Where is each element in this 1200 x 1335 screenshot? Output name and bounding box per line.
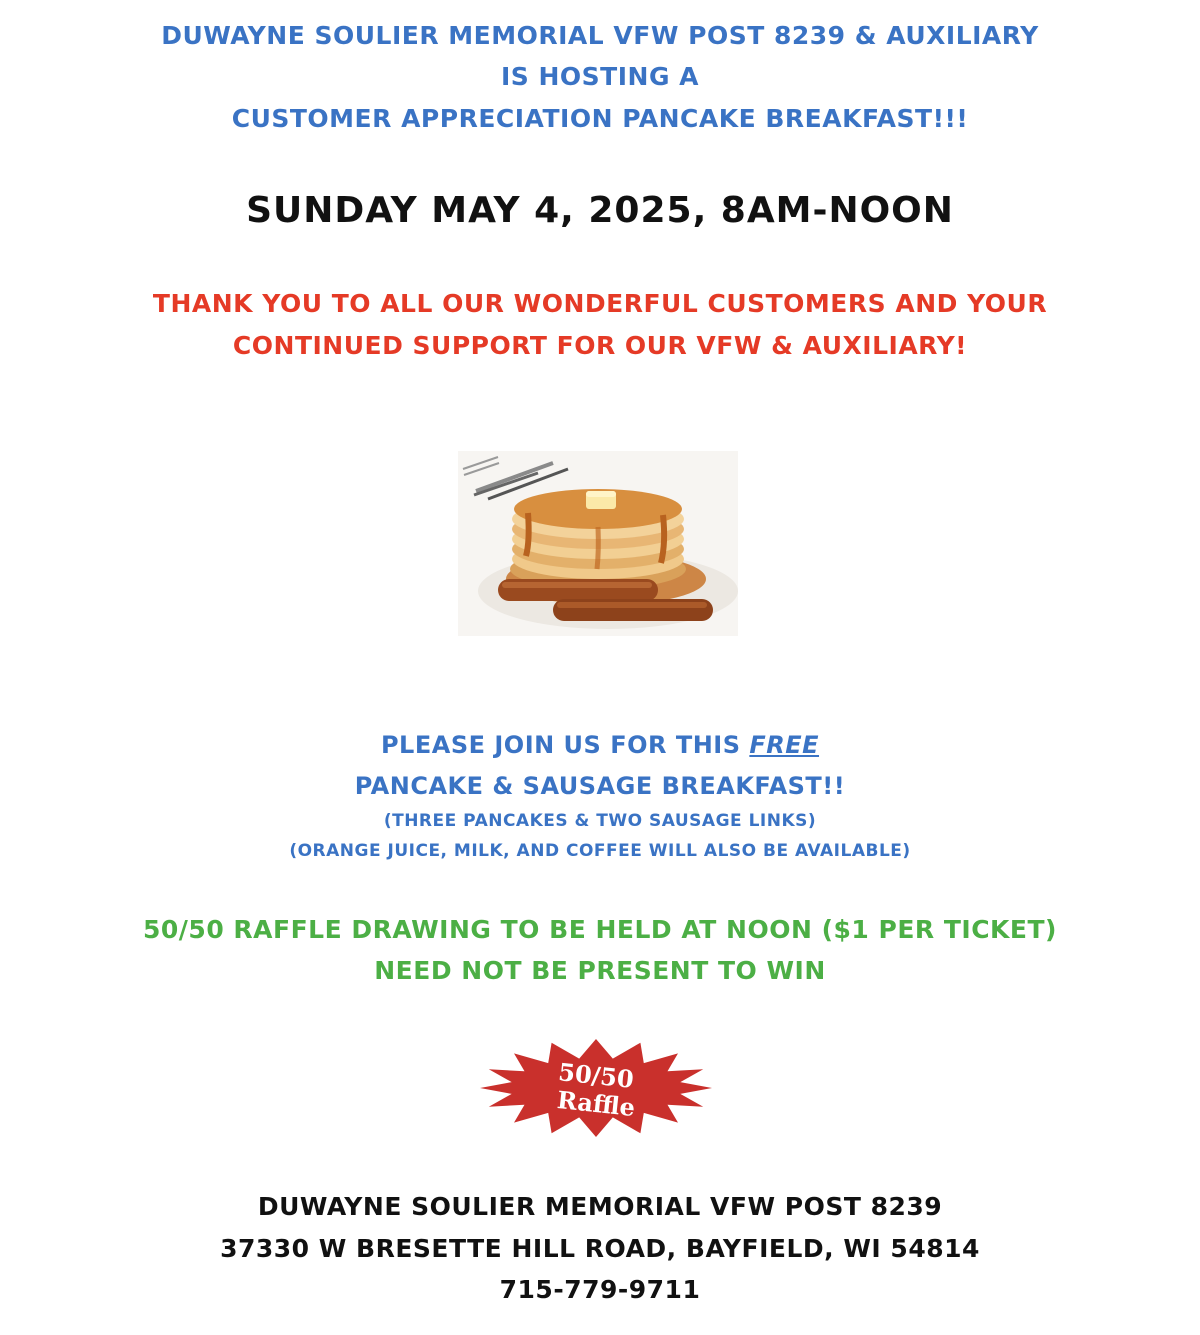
event-datetime: SUNDAY MAY 4, 2025, 8AM-NOON [246,190,954,231]
thanks-line-1: THANK YOU TO ALL OUR WONDERFUL CUSTOMERS AND YOUR [152,289,1048,318]
footer-phone: 715-779-9711 [499,1275,701,1304]
header-line-1: DUWAYNE SOULIER MEMORIAL VFW POST 8239 & AUXILIARY [161,21,1039,50]
raffle-line-2: NEED NOT BE PRESENT TO WIN [374,956,826,985]
join-prefix: PLEASE JOIN US FOR THIS [380,731,750,759]
join-line-1 [0,733,1200,757]
raffle-line-1: 50/50 RAFFLE DRAWING TO BE HELD AT NOON ($1 PER TICKET) [143,915,1057,944]
join-detail-2: (ORANGE JUICE, MILK, AND COFFEE WILL ALSO BE AVAILABLE) [289,841,911,861]
thanks-line-2: CONTINUED SUPPORT FOR OUR VFW & AUXILIARY! [232,331,968,360]
header-line-3: CUSTOMER APPRECIATION PANCAKE BREAKFAST!!! [231,104,969,133]
join-detail-1: (THREE PANCAKES & TWO SAUSAGE LINKS) [383,811,817,831]
raffle-badge [478,1038,714,1138]
footer-address: 37330 W BRESETTE HILL ROAD, BAYFIELD, WI 54814 [220,1234,980,1263]
badge-line-2: Raffle [555,1084,637,1123]
free-text: FREE [749,731,820,759]
header-line-2: IS HOSTING A [500,62,700,91]
pancake-breakfast-image [458,451,738,636]
join-line-2: PANCAKE & SAUSAGE BREAKFAST!! [354,772,846,800]
badge-line-1: 50/50 [556,1057,636,1094]
footer-name: DUWAYNE SOULIER MEMORIAL VFW POST 8239 [257,1192,943,1221]
